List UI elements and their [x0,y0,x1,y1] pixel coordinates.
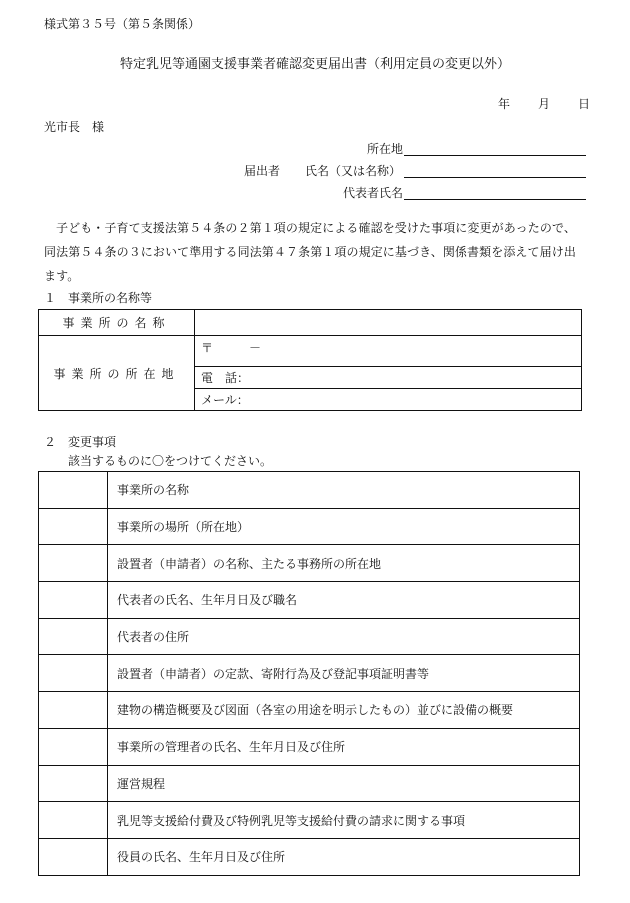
section2-heading: ２ 変更事項 [44,435,117,449]
change-item-row [39,582,580,619]
change-item-label: 役員の氏名、生年月日及び住所 [108,838,580,875]
change-item-mark-cell[interactable] [39,765,108,802]
change-item-mark-cell[interactable] [39,655,108,692]
address-field[interactable] [404,155,586,156]
section1-heading: １ 事業所の名称等 [44,291,153,305]
change-item-mark-cell[interactable] [39,728,108,765]
change-item-mark-cell[interactable] [39,618,108,655]
change-item-mark-cell[interactable] [39,472,108,509]
change-item-row [39,655,580,692]
change-item-row [39,508,580,545]
change-item-label: 乳児等支援給付費及び特例乳児等支援給付費の請求に関する事項 [108,802,580,839]
change-item-label: 代表者の住所 [108,618,580,655]
facility-address-label: 事業所の所在地 [39,336,195,411]
change-item-row [39,618,580,655]
postal-code-field[interactable]: 〒 － [195,336,582,367]
date-day-label: 日 [578,97,591,111]
date-year-label: 年 [498,97,511,111]
change-item-label: 事業所の名称 [108,472,580,509]
change-item-row [39,838,580,875]
facility-name-label: 事業所の名称 [39,310,195,336]
change-item-row [39,765,580,802]
email-field[interactable]: メール： [195,389,582,411]
change-item-row [39,472,580,509]
body-paragraph: 子ども・子育て支援法第５４条の２第１項の規定による確認を受けた事項に変更があったので、同法第５４条の３において準用する同法第４７条第１項の規定に基づき、関係書類を添えて届け出ます。 [44,221,576,283]
addressee: 光市長 様 [44,120,105,134]
section2-instruction: 該当するものに〇をつけてください。 [68,454,273,468]
representative-label: 代表者氏名 [343,186,404,200]
address-label: 所在地 [367,142,404,156]
facility-name-field[interactable] [195,310,582,336]
change-item-label: 設置者（申請者）の名称、主たる事務所の所在地 [108,545,580,582]
facility-info-table [38,309,582,411]
phone-field[interactable]: 電 話： [195,367,582,389]
date-line [498,98,590,110]
change-item-mark-cell[interactable] [39,838,108,875]
change-item-label: 代表者の氏名、生年月日及び職名 [108,582,580,619]
change-item-label: 運営規程 [108,765,580,802]
change-item-mark-cell[interactable] [39,582,108,619]
change-item-label: 設置者（申請者）の定款、寄附行為及び登記事項証明書等 [108,655,580,692]
name-label: 氏名（又は名称） [305,164,402,178]
change-item-row [39,802,580,839]
change-item-row [39,545,580,582]
change-item-mark-cell[interactable] [39,802,108,839]
change-item-label: 事業所の場所（所在地） [108,508,580,545]
change-item-row [39,692,580,729]
form-number: 様式第３５号（第５条関係） [44,17,201,31]
notifier-role-label: 届出者 [244,164,281,178]
representative-field[interactable] [404,199,586,200]
change-item-label: 建物の構造概要及び図面（各室の用途を明示したもの）並びに設備の概要 [108,692,580,729]
change-item-row [39,728,580,765]
change-item-mark-cell[interactable] [39,692,108,729]
change-item-mark-cell[interactable] [39,508,108,545]
name-field[interactable] [404,177,586,178]
change-item-mark-cell[interactable] [39,545,108,582]
change-items-table [38,471,580,876]
change-item-label: 事業所の管理者の氏名、生年月日及び住所 [108,728,580,765]
document-title: 特定乳児等通園支援事業者確認変更届出書（利用定員の変更以外） [119,57,510,72]
date-month-label: 月 [538,97,551,111]
